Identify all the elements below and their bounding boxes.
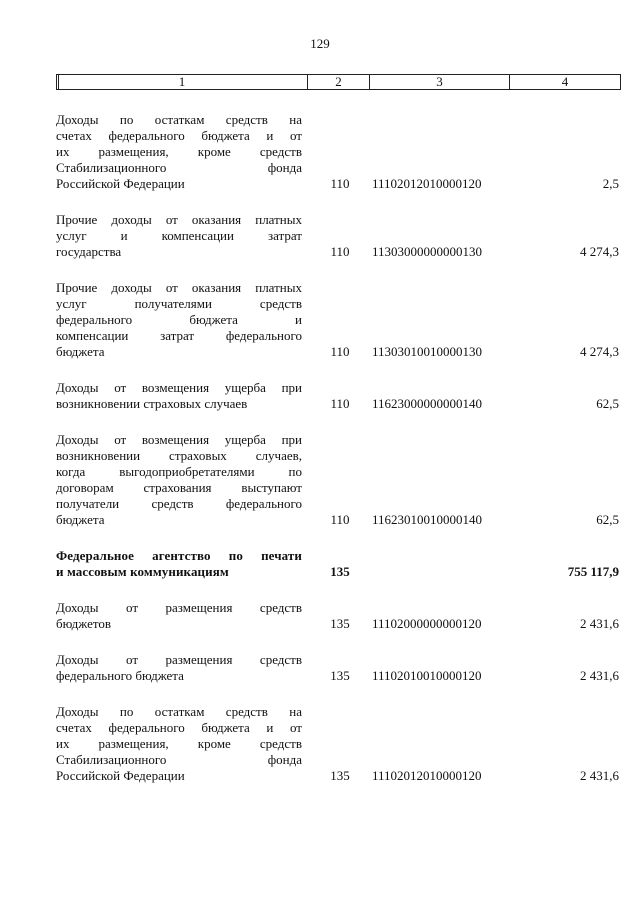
description-line: счетах федерального бюджета и от: [56, 720, 302, 735]
description-line: получатели средств федерального: [56, 496, 302, 511]
description-line: их размещения, кроме средств: [56, 736, 302, 751]
row-description: [56, 600, 302, 632]
description-line: Российской Федерации: [56, 176, 185, 191]
description-line: возникновении страховых случаев: [56, 396, 248, 411]
row-description: [56, 280, 302, 360]
header-col-2: 2: [307, 75, 369, 89]
row-admin-code: 135: [330, 616, 350, 631]
description-line: Доходы по остаткам средств на: [56, 112, 302, 127]
description-line: бюджета: [56, 512, 105, 527]
description-line: федерального бюджета и: [56, 312, 302, 327]
row-amount: 2 431,6: [580, 768, 619, 783]
description-line: Прочие доходы от оказания платных: [56, 212, 302, 227]
row-description: [56, 652, 302, 684]
row-budget-code: 11102012010000120: [372, 768, 482, 783]
description-line: Стабилизационного фонда: [56, 752, 302, 767]
header-col-4: 4: [509, 75, 620, 89]
description-line: счетах федерального бюджета и от: [56, 128, 302, 143]
table-row: [56, 432, 621, 528]
table-row: [56, 652, 621, 684]
row-amount: 2 431,6: [580, 668, 619, 683]
table-row: [56, 112, 621, 192]
table-row: [56, 600, 621, 632]
table-header: [56, 74, 621, 90]
table-body: [56, 92, 621, 784]
row-amount: 755 117,9: [567, 564, 619, 579]
description-line: компенсации затрат федерального: [56, 328, 302, 343]
row-amount: 62,5: [596, 512, 619, 527]
row-admin-code: 110: [330, 396, 350, 411]
row-description: [56, 112, 302, 192]
description-line: Российской Федерации: [56, 768, 185, 783]
page-number: 129: [310, 36, 330, 51]
table-row: [56, 212, 621, 260]
row-description: [56, 548, 302, 580]
row-admin-code: 110: [330, 176, 350, 191]
description-line: возникновении страховых случаев,: [56, 448, 302, 463]
row-description: [56, 380, 302, 412]
description-line: Доходы от возмещения ущерба при: [56, 380, 302, 395]
description-line: когда выгодоприобретателями по: [56, 464, 302, 479]
description-line: их размещения, кроме средств: [56, 144, 302, 159]
row-admin-code: 110: [330, 512, 350, 527]
row-description: [56, 212, 302, 260]
row-admin-code: 135: [330, 668, 350, 683]
description-line: Доходы от возмещения ущерба при: [56, 432, 302, 447]
description-line: услуг и компенсации затрат: [56, 228, 302, 243]
row-budget-code: 11623010010000140: [372, 512, 483, 527]
description-line: федерального бюджета: [56, 668, 184, 683]
description-line: Федеральное агентство по печати: [56, 548, 302, 563]
description-line: Стабилизационного фонда: [56, 160, 302, 175]
description-line: бюджетов: [56, 616, 112, 631]
row-budget-code: 11102000000000120: [372, 616, 482, 631]
row-budget-code: 11102010010000120: [372, 668, 482, 683]
header-col-1: 1: [178, 74, 186, 89]
row-budget-code: 11623000000000140: [372, 396, 483, 411]
row-admin-code: 135: [330, 768, 350, 783]
description-line: Прочие доходы от оказания платных: [56, 280, 302, 295]
row-description: [56, 432, 302, 528]
row-description: [56, 704, 302, 784]
description-line: Доходы от размещения средств: [56, 600, 302, 615]
description-line: Доходы по остаткам средств на: [56, 704, 302, 719]
description-line: договорам страхования выступают: [56, 480, 302, 495]
row-amount: 4 274,3: [580, 344, 619, 359]
row-amount: 2,5: [602, 176, 619, 191]
description-line: бюджета: [56, 344, 105, 359]
table-row: [56, 704, 621, 784]
table-row: [56, 380, 621, 412]
table-row: [56, 548, 621, 580]
table-row: [56, 280, 621, 360]
row-amount: 62,5: [596, 396, 619, 411]
row-amount: 4 274,3: [580, 244, 619, 259]
description-line: государства: [56, 244, 122, 259]
row-admin-code: 110: [330, 344, 350, 359]
row-budget-code: 11102012010000120: [372, 176, 482, 191]
row-budget-code: 11303010010000130: [372, 344, 483, 359]
row-amount: 2 431,6: [580, 616, 619, 631]
description-line: Доходы от размещения средств: [56, 652, 302, 667]
row-admin-code: 135: [330, 564, 350, 579]
row-admin-code: 110: [330, 244, 350, 259]
description-line: услуг получателями средств: [56, 296, 302, 311]
header-col-3: 3: [369, 75, 509, 89]
row-budget-code: 11303000000000130: [372, 244, 483, 259]
description-line: и массовым коммуникациям: [56, 564, 229, 579]
